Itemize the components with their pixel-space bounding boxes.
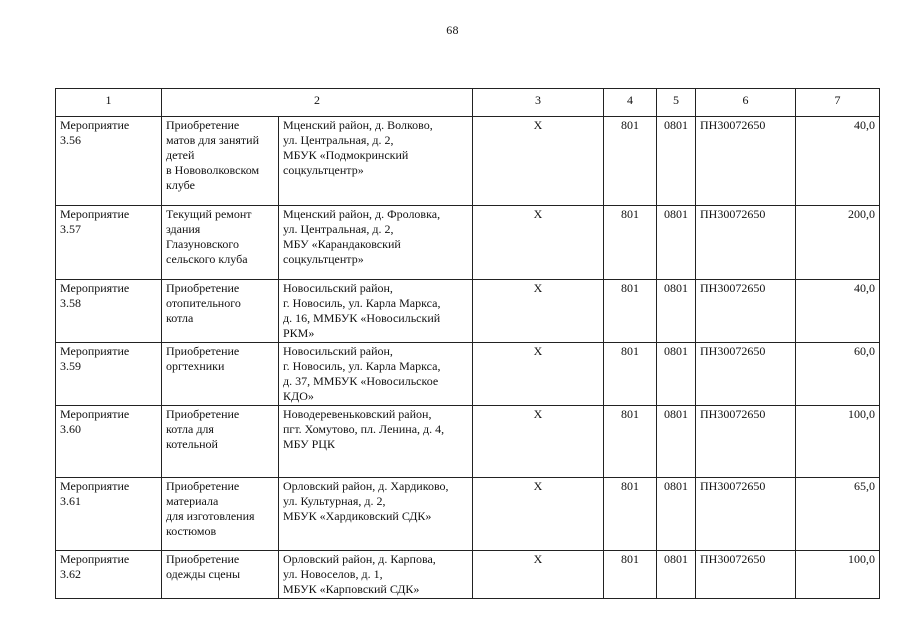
budget-table (55, 88, 880, 599)
activity-id-cell-line: Мероприятие (60, 118, 130, 132)
location-cell-line: Мценский район, д. Волково, (283, 118, 433, 132)
activity-description-cell-line: Приобретение (166, 344, 240, 358)
activity-id-cell-line: 3.57 (60, 222, 81, 236)
activity-description-cell (162, 117, 279, 206)
activity-id-cell-line: 3.58 (60, 296, 81, 310)
activity-description-cell-line: Приобретение (166, 407, 240, 421)
amount-cell: 60,0 (796, 343, 880, 406)
activity-description-cell-line: Приобретение (166, 552, 240, 566)
col3-cell: Х (473, 280, 604, 343)
col3-cell: Х (473, 343, 604, 406)
amount-cell: 100,0 (796, 551, 880, 599)
code-cell: ПН30072650 (696, 206, 796, 280)
table-header (56, 89, 880, 117)
activity-id-cell (56, 343, 162, 406)
activity-description-cell-line: материала (166, 494, 219, 508)
header-col-5: 5 (657, 89, 696, 117)
page-number: 68 (446, 23, 459, 37)
col5-cell: 0801 (657, 280, 696, 343)
activity-id-cell (56, 206, 162, 280)
activity-id-cell-line: Мероприятие (60, 207, 130, 221)
col3-cell: Х (473, 478, 604, 551)
code-cell: ПН30072650 (696, 343, 796, 406)
location-cell (279, 206, 473, 280)
location-cell-line: д. 16, ММБУК «Новосильский (283, 311, 441, 325)
code-cell: ПН30072650 (696, 478, 796, 551)
activity-description-cell-line: Приобретение (166, 281, 240, 295)
location-cell (279, 478, 473, 551)
col4-cell: 801 (604, 406, 657, 478)
location-cell-line: соцкультцентр» (283, 252, 364, 266)
activity-description-cell-line: костюмов (166, 524, 217, 538)
activity-id-cell-line: 3.56 (60, 133, 81, 147)
location-cell-line: ул. Культурная, д. 2, (283, 494, 386, 508)
location-cell-line: МБУ РЦК (283, 437, 335, 451)
activity-id-cell-line: Мероприятие (60, 479, 130, 493)
amount-cell: 200,0 (796, 206, 880, 280)
activity-description-cell-line: отопительного (166, 296, 241, 310)
location-cell-line: МБУК «Хардиковский СДК» (283, 509, 432, 523)
amount-cell: 40,0 (796, 280, 880, 343)
activity-description-cell-line: оргтехники (166, 359, 225, 373)
location-cell-line: г. Новосиль, ул. Карла Маркса, (283, 296, 441, 310)
code-cell: ПН30072650 (696, 551, 796, 599)
activity-id-cell (56, 406, 162, 478)
location-cell-line: соцкультцентр» (283, 163, 364, 177)
header-col-2: 2 (162, 89, 473, 117)
activity-description-cell (162, 206, 279, 280)
amount-cell: 40,0 (796, 117, 880, 206)
activity-id-cell-line: Мероприятие (60, 281, 130, 295)
location-cell (279, 551, 473, 599)
header-col-7: 7 (796, 89, 880, 117)
activity-description-cell-line: котла (166, 311, 194, 325)
header-row (56, 89, 880, 117)
activity-id-cell (56, 280, 162, 343)
col3-cell: Х (473, 206, 604, 280)
activity-description-cell-line: котельной (166, 437, 218, 451)
location-cell-line: Новосильский район, (283, 344, 393, 358)
col4-cell: 801 (604, 117, 657, 206)
location-cell-line: МБУК «Подмокринский (283, 148, 409, 162)
table-row (56, 406, 880, 478)
activity-id-cell-line: Мероприятие (60, 407, 130, 421)
table-row (56, 280, 880, 343)
location-cell-line: РКМ» (283, 326, 315, 340)
location-cell-line: г. Новосиль, ул. Карла Маркса, (283, 359, 441, 373)
activity-id-cell (56, 117, 162, 206)
code-cell: ПН30072650 (696, 117, 796, 206)
activity-description-cell-line: Глазуновского (166, 237, 240, 251)
location-cell-line: ул. Центральная, д. 2, (283, 133, 394, 147)
table-row (56, 206, 880, 280)
location-cell-line: ул. Центральная, д. 2, (283, 222, 394, 236)
activity-description-cell (162, 478, 279, 551)
col5-cell: 0801 (657, 478, 696, 551)
col5-cell: 0801 (657, 406, 696, 478)
activity-id-cell-line: 3.62 (60, 567, 81, 581)
table-row (56, 343, 880, 406)
table-row (56, 117, 880, 206)
activity-id-cell (56, 551, 162, 599)
location-cell-line: КДО» (283, 389, 314, 403)
activity-description-cell (162, 343, 279, 406)
code-cell: ПН30072650 (696, 280, 796, 343)
activity-description-cell-line: матов для занятий (166, 133, 259, 147)
amount-cell: 65,0 (796, 478, 880, 551)
col5-cell: 0801 (657, 343, 696, 406)
col4-cell: 801 (604, 206, 657, 280)
col5-cell: 0801 (657, 206, 696, 280)
location-cell (279, 117, 473, 206)
col4-cell: 801 (604, 551, 657, 599)
location-cell-line: пгт. Хомутово, пл. Ленина, д. 4, (283, 422, 445, 436)
location-cell-line: Орловский район, д. Хардиково, (283, 479, 449, 493)
col4-cell: 801 (604, 343, 657, 406)
table-body (56, 117, 880, 599)
activity-id-cell-line: 3.60 (60, 422, 81, 436)
col4-cell: 801 (604, 478, 657, 551)
activity-description-cell-line: котла для (166, 422, 214, 436)
location-cell-line: Новосильский район, (283, 281, 393, 295)
location-cell-line: МБУ «Карандаковский (283, 237, 401, 251)
activity-id-cell-line: 3.61 (60, 494, 81, 508)
location-cell (279, 406, 473, 478)
activity-id-cell-line: Мероприятие (60, 552, 130, 566)
activity-id-cell-line: 3.59 (60, 359, 81, 373)
location-cell-line: Новодеревеньковский район, (283, 407, 432, 421)
header-col-6: 6 (696, 89, 796, 117)
amount-cell: 100,0 (796, 406, 880, 478)
activity-description-cell (162, 406, 279, 478)
activity-description-cell-line: Приобретение (166, 479, 240, 493)
table-row (56, 551, 880, 599)
code-cell: ПН30072650 (696, 406, 796, 478)
activity-description-cell-line: детей (166, 148, 195, 162)
col5-cell: 0801 (657, 117, 696, 206)
table-row (56, 478, 880, 551)
activity-description-cell-line: сельского клуба (166, 252, 248, 266)
activity-description-cell-line: в Нововолковском (166, 163, 260, 177)
header-col-3: 3 (473, 89, 604, 117)
activity-id-cell (56, 478, 162, 551)
activity-description-cell (162, 551, 279, 599)
location-cell-line: Мценский район, д. Фроловка, (283, 207, 441, 221)
activity-description-cell-line: одежды сцены (166, 567, 241, 581)
activity-id-cell-line: Мероприятие (60, 344, 130, 358)
header-col-4: 4 (604, 89, 657, 117)
activity-description-cell-line: здания (166, 222, 201, 236)
activity-description-cell (162, 280, 279, 343)
location-cell-line: д. 37, ММБУК «Новосильское (283, 374, 439, 388)
col3-cell: Х (473, 117, 604, 206)
location-cell-line: МБУК «Карповский СДК» (283, 582, 420, 596)
col3-cell: Х (473, 551, 604, 599)
location-cell-line: ул. Новоселов, д. 1, (283, 567, 383, 581)
activity-description-cell-line: клубе (166, 178, 195, 192)
activity-description-cell-line: Приобретение (166, 118, 240, 132)
col3-cell: Х (473, 406, 604, 478)
col5-cell: 0801 (657, 551, 696, 599)
activity-description-cell-line: Текущий ремонт (166, 207, 252, 221)
location-cell (279, 343, 473, 406)
col4-cell: 801 (604, 280, 657, 343)
location-cell-line: Орловский район, д. Карпова, (283, 552, 436, 566)
header-col-1: 1 (56, 89, 162, 117)
location-cell (279, 280, 473, 343)
activity-description-cell-line: для изготовления (166, 509, 255, 523)
